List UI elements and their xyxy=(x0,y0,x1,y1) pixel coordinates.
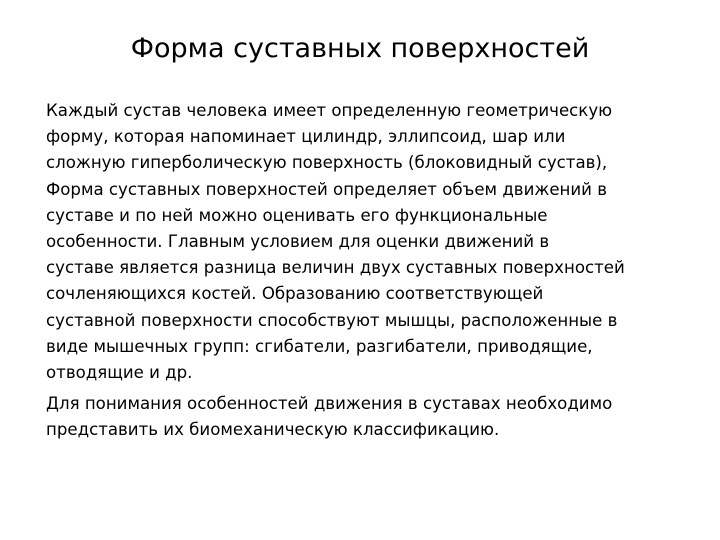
slide-body xyxy=(46,98,684,449)
text-line: виде мышечных групп: сгибатели, разгибатели, приводящие, xyxy=(46,336,593,356)
text-line: особенности. Главным условием для оценки движений в xyxy=(46,232,550,252)
slide-title: Форма суставных поверхностей xyxy=(130,33,590,64)
text-line: Для понимания особенностей движения в суставах необходимо xyxy=(46,394,613,414)
text-line: Форма суставных поверхностей определяет объем движений в xyxy=(46,179,608,199)
text-line: суставной поверхности способствуют мышцы, расположенные в xyxy=(46,310,618,330)
text-line: суставе и по ней можно оценивать его функциональные xyxy=(46,205,548,225)
paragraph-1 xyxy=(46,98,684,386)
text-line: форму, которая напоминает цилиндр, эллипсоид, шар или xyxy=(46,127,566,147)
text-line: сочленяющихся костей. Образованию соответствующей xyxy=(46,284,544,304)
paragraph-2 xyxy=(46,391,684,443)
text-line: представить их биомеханическую классификацию. xyxy=(46,420,500,440)
text-line: отводящие и др. xyxy=(46,363,193,383)
text-line: суставе является разница величин двух суставных поверхностей xyxy=(46,258,625,278)
text-line: Каждый сустав человека имеет определенную геометрическую xyxy=(46,101,613,120)
text-line: сложную гиперболическую поверхность (блоковидный сустав), xyxy=(46,153,608,173)
